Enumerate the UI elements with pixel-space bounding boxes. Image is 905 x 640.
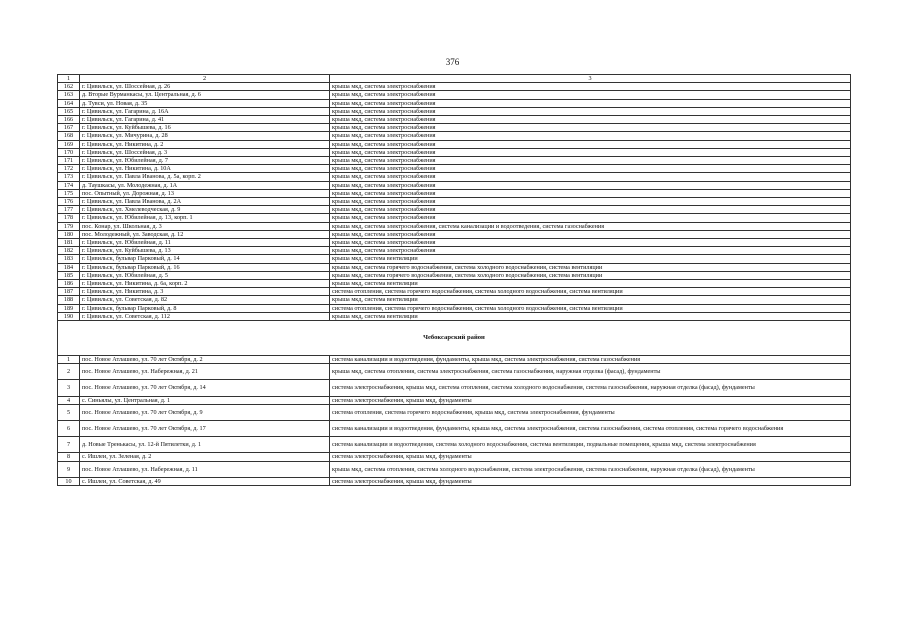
table-row	[58, 312, 851, 320]
header-col-3: 3	[330, 75, 851, 83]
row-number: 175	[58, 189, 80, 197]
table-row	[58, 364, 851, 380]
row-address: г. Цивильск, бульвар Парковый, д. 16	[80, 263, 330, 271]
row-number: 190	[58, 312, 80, 320]
row-address: пос. Новое Атлашево, ул. 70 лет Октября, д. 2	[80, 356, 330, 364]
table-row	[58, 288, 851, 296]
row-work-types: крыша мкд, система электроснабжения	[330, 214, 851, 222]
row-work-types: крыша мкд, система вентиляции	[330, 296, 851, 304]
row-work-types: крыша мкд, система электроснабжения	[330, 107, 851, 115]
header-col-2: 2	[80, 75, 330, 83]
row-work-types: крыша мкд, система электроснабжения	[330, 116, 851, 124]
table-row	[58, 157, 851, 165]
row-address: г. Цивильск, ул. Шоссейная, д. 26	[80, 83, 330, 91]
row-number: 180	[58, 230, 80, 238]
row-address: г. Цивильск, ул. Никитина, д. 10А	[80, 165, 330, 173]
row-work-types: крыша мкд, система электроснабжения	[330, 230, 851, 238]
table-row	[58, 148, 851, 156]
table-row	[58, 107, 851, 115]
row-work-types: крыша мкд, система горячего водоснабжения, система холодного водоснабжения, система вентиляции	[330, 263, 851, 271]
row-number: 4	[58, 396, 80, 404]
row-address: г. Цивильск, ул. Советская, д. 112	[80, 312, 330, 320]
table-row	[58, 271, 851, 279]
table-row	[58, 206, 851, 214]
row-work-types: крыша мкд, система электроснабжения	[330, 247, 851, 255]
row-number: 171	[58, 157, 80, 165]
row-address: г. Цивильск, ул. Никитина, д. 2	[80, 140, 330, 148]
row-number: 166	[58, 116, 80, 124]
row-number: 188	[58, 296, 80, 304]
table-row	[58, 230, 851, 238]
row-work-types: система электроснабжения, крыша мкд, фундаменты	[330, 453, 851, 461]
row-number: 10	[58, 477, 80, 485]
row-address: с. Синьялы, ул. Центральная, д. 1	[80, 396, 330, 404]
header-row	[58, 75, 851, 83]
row-address: д. Тувси, ул. Новая, д. 35	[80, 99, 330, 107]
row-number: 167	[58, 124, 80, 132]
row-work-types: крыша мкд, система электроснабжения	[330, 206, 851, 214]
row-number: 172	[58, 165, 80, 173]
row-number: 179	[58, 222, 80, 230]
row-work-types: крыша мкд, система вентиляции	[330, 280, 851, 288]
row-address: г. Цивильск, ул. Гагарина, д. 16А	[80, 107, 330, 115]
table-row	[58, 304, 851, 312]
row-work-types: крыша мкд, система электроснабжения	[330, 99, 851, 107]
row-work-types: крыша мкд, система электроснабжения	[330, 148, 851, 156]
table-row	[58, 296, 851, 304]
row-work-types: крыша мкд, система электроснабжения	[330, 198, 851, 206]
row-number: 176	[58, 198, 80, 206]
table-row	[58, 404, 851, 420]
table-row	[58, 91, 851, 99]
row-work-types: крыша мкд, система электроснабжения	[330, 189, 851, 197]
row-number: 178	[58, 214, 80, 222]
row-address: пос. Новое Атлашево, ул. Набережная, д. 11	[80, 461, 330, 477]
table-row	[58, 165, 851, 173]
row-number: 165	[58, 107, 80, 115]
table-row	[58, 263, 851, 271]
row-address: пос. Новое Атлашево, ул. 70 лет Октября, д. 14	[80, 380, 330, 396]
row-work-types: крыша мкд, система электроснабжения	[330, 173, 851, 181]
table-row	[58, 198, 851, 206]
row-address: с. Ишлеи, ул. Зеленая, д. 2	[80, 453, 330, 461]
row-work-types: крыша мкд, система электроснабжения	[330, 132, 851, 140]
row-work-types: крыша мкд, система вентиляции	[330, 255, 851, 263]
row-number: 169	[58, 140, 80, 148]
table-row	[58, 396, 851, 404]
row-work-types: крыша мкд, система электроснабжения, система канализации и водоотведения, система газоснабжения	[330, 222, 851, 230]
table-row	[58, 255, 851, 263]
row-address: г. Цивильск, ул. Юбилейная, д. 7	[80, 157, 330, 165]
row-address: г. Цивильск, ул. Никитина, д. 3	[80, 288, 330, 296]
table-row	[58, 239, 851, 247]
row-number: 168	[58, 132, 80, 140]
row-address: г. Цивильск, ул. Юбилейная, д. 11	[80, 239, 330, 247]
table-row	[58, 380, 851, 396]
row-address: г. Цивильск, ул. Юбилейная, д. 13, корп. 1	[80, 214, 330, 222]
row-work-types: крыша мкд, система отопления, система холодного водоснабжения, система электроснабжения, система газоснабжения, наружная отделка (фасад), фундаменты	[330, 461, 851, 477]
row-work-types: система электроснабжения, крыша мкд, система отопления, система холодного водоснабжения, система газоснабжения, наружная отделка (фасад), фундаменты	[330, 380, 851, 396]
row-work-types: система отопления, система горячего водоснабжения, система холодного водоснабжения, система вентиляции	[330, 288, 851, 296]
row-number: 8	[58, 453, 80, 461]
row-work-types: система отопления, система горячего водоснабжения, система холодного водоснабжения, система вентиляции	[330, 304, 851, 312]
row-work-types: крыша мкд, система вентиляции	[330, 312, 851, 320]
row-number: 189	[58, 304, 80, 312]
row-address: пос. Новое Атлашево, ул. 70 лет Октября, д. 9	[80, 404, 330, 420]
row-work-types: крыша мкд, система электроснабжения	[330, 91, 851, 99]
row-address: г. Цивильск, ул. Павла Иванова, д. 5а, корп. 2	[80, 173, 330, 181]
row-number: 182	[58, 247, 80, 255]
table-row	[58, 83, 851, 91]
section-row	[58, 321, 851, 356]
row-address: г. Цивильск, ул. Куйбышева, д. 13	[80, 247, 330, 255]
row-address: г. Цивильск, ул. Шоссейная, д. 3	[80, 148, 330, 156]
row-work-types: крыша мкд, система электроснабжения	[330, 140, 851, 148]
table-row	[58, 461, 851, 477]
table-row	[58, 247, 851, 255]
page-number: 376	[445, 57, 460, 67]
row-number: 163	[58, 91, 80, 99]
row-work-types: система канализации и водоотведения, система холодного водоснабжения, система вентиляции, подвальные помещения, крыша мкд, система электроснабжения	[330, 437, 851, 453]
row-number: 187	[58, 288, 80, 296]
row-number: 6	[58, 421, 80, 437]
row-address: г. Цивильск, ул. Мичурина, д. 28	[80, 132, 330, 140]
table-row	[58, 124, 851, 132]
table-row	[58, 214, 851, 222]
repair-table	[57, 74, 851, 486]
row-address: г. Цивильск, бульвар Парковый, д. 14	[80, 255, 330, 263]
row-address: пос. Молодежный, ул. Заводская, д. 12	[80, 230, 330, 238]
row-number: 1	[58, 356, 80, 364]
row-address: г. Цивильск, ул. Хмелеводческая, д. 9	[80, 206, 330, 214]
table-row	[58, 222, 851, 230]
row-work-types: крыша мкд, система отопления, система электроснабжения, система газоснабжения, наружная отделка (фасад), фундаменты	[330, 364, 851, 380]
row-work-types: крыша мкд, система электроснабжения	[330, 181, 851, 189]
row-work-types: система отопления, система горячего водоснабжения, крыша мкд, система электроснабжения, фундаменты	[330, 404, 851, 420]
table-row	[58, 356, 851, 364]
row-number: 7	[58, 437, 80, 453]
row-address: г. Цивильск, ул. Гагарина, д. 41	[80, 116, 330, 124]
row-address: г. Цивильск, ул. Куйбышева, д. 16	[80, 124, 330, 132]
row-work-types: крыша мкд, система горячего водоснабжения, система холодного водоснабжения, система вентиляции	[330, 271, 851, 279]
row-work-types: система электроснабжения, крыша мкд, фундаменты	[330, 477, 851, 485]
row-number: 177	[58, 206, 80, 214]
row-number: 164	[58, 99, 80, 107]
row-number: 181	[58, 239, 80, 247]
row-work-types: крыша мкд, система электроснабжения	[330, 165, 851, 173]
table-row	[58, 437, 851, 453]
row-address: д. Новые Тренькасы, ул. 12-й Пятилетки, д. 1	[80, 437, 330, 453]
row-address: пос. Новое Атлашево, ул. Набережная, д. 21	[80, 364, 330, 380]
row-address: г. Цивильск, бульвар Парковый, д. 8	[80, 304, 330, 312]
row-number: 5	[58, 404, 80, 420]
table-row	[58, 132, 851, 140]
table-row	[58, 173, 851, 181]
row-number: 185	[58, 271, 80, 279]
row-number: 174	[58, 181, 80, 189]
row-address: пос. Новое Атлашево, ул. 70 лет Октября, д. 17	[80, 421, 330, 437]
row-number: 9	[58, 461, 80, 477]
row-work-types: система электроснабжения, крыша мкд, фундаменты	[330, 396, 851, 404]
row-address: д. Таушкасы, ул. Молодежная, д. 1А	[80, 181, 330, 189]
row-address: г. Цивильск, ул. Павла Иванова, д. 2А	[80, 198, 330, 206]
table-row	[58, 477, 851, 485]
table-row	[58, 140, 851, 148]
row-address: пос. Опытный, ул. Дорожная, д. 13	[80, 189, 330, 197]
table-row	[58, 189, 851, 197]
row-number: 162	[58, 83, 80, 91]
row-work-types: система канализации и водоотведения, фундаменты, крыша мкд, система электроснабжения, система газоснабжения	[330, 356, 851, 364]
row-address: г. Цивильск, ул. Юбилейная, д. 5	[80, 271, 330, 279]
row-address: с. Ишлеи, ул. Советская, д. 49	[80, 477, 330, 485]
row-address: пос. Конар, ул. Школьная, д. 3	[80, 222, 330, 230]
table-row	[58, 116, 851, 124]
table-body	[58, 75, 851, 486]
row-number: 183	[58, 255, 80, 263]
row-address: г. Цивильск, ул. Никитина, д. 6а, корп. 2	[80, 280, 330, 288]
row-number: 2	[58, 364, 80, 380]
row-work-types: крыша мкд, система электроснабжения	[330, 124, 851, 132]
table-row	[58, 99, 851, 107]
row-number: 3	[58, 380, 80, 396]
header-col-1: 1	[58, 75, 80, 83]
table-row	[58, 280, 851, 288]
row-work-types: крыша мкд, система электроснабжения	[330, 239, 851, 247]
row-number: 186	[58, 280, 80, 288]
row-number: 173	[58, 173, 80, 181]
row-work-types: система канализации и водоотведения, фундаменты, крыша мкд, система электроснабжения, система газоснабжения, система отопления, система горячего водоснабжения	[330, 421, 851, 437]
row-address: д. Вторые Вурманкасы, ул. Центральная, д. 6	[80, 91, 330, 99]
row-work-types: крыша мкд, система электроснабжения	[330, 157, 851, 165]
table-row	[58, 181, 851, 189]
row-number: 170	[58, 148, 80, 156]
row-address: г. Цивильск, ул. Советская, д. 82	[80, 296, 330, 304]
row-work-types: крыша мкд, система электроснабжения	[330, 83, 851, 91]
table-row	[58, 421, 851, 437]
section-title: Чебоксарский район	[58, 321, 851, 356]
table-row	[58, 453, 851, 461]
row-number: 184	[58, 263, 80, 271]
